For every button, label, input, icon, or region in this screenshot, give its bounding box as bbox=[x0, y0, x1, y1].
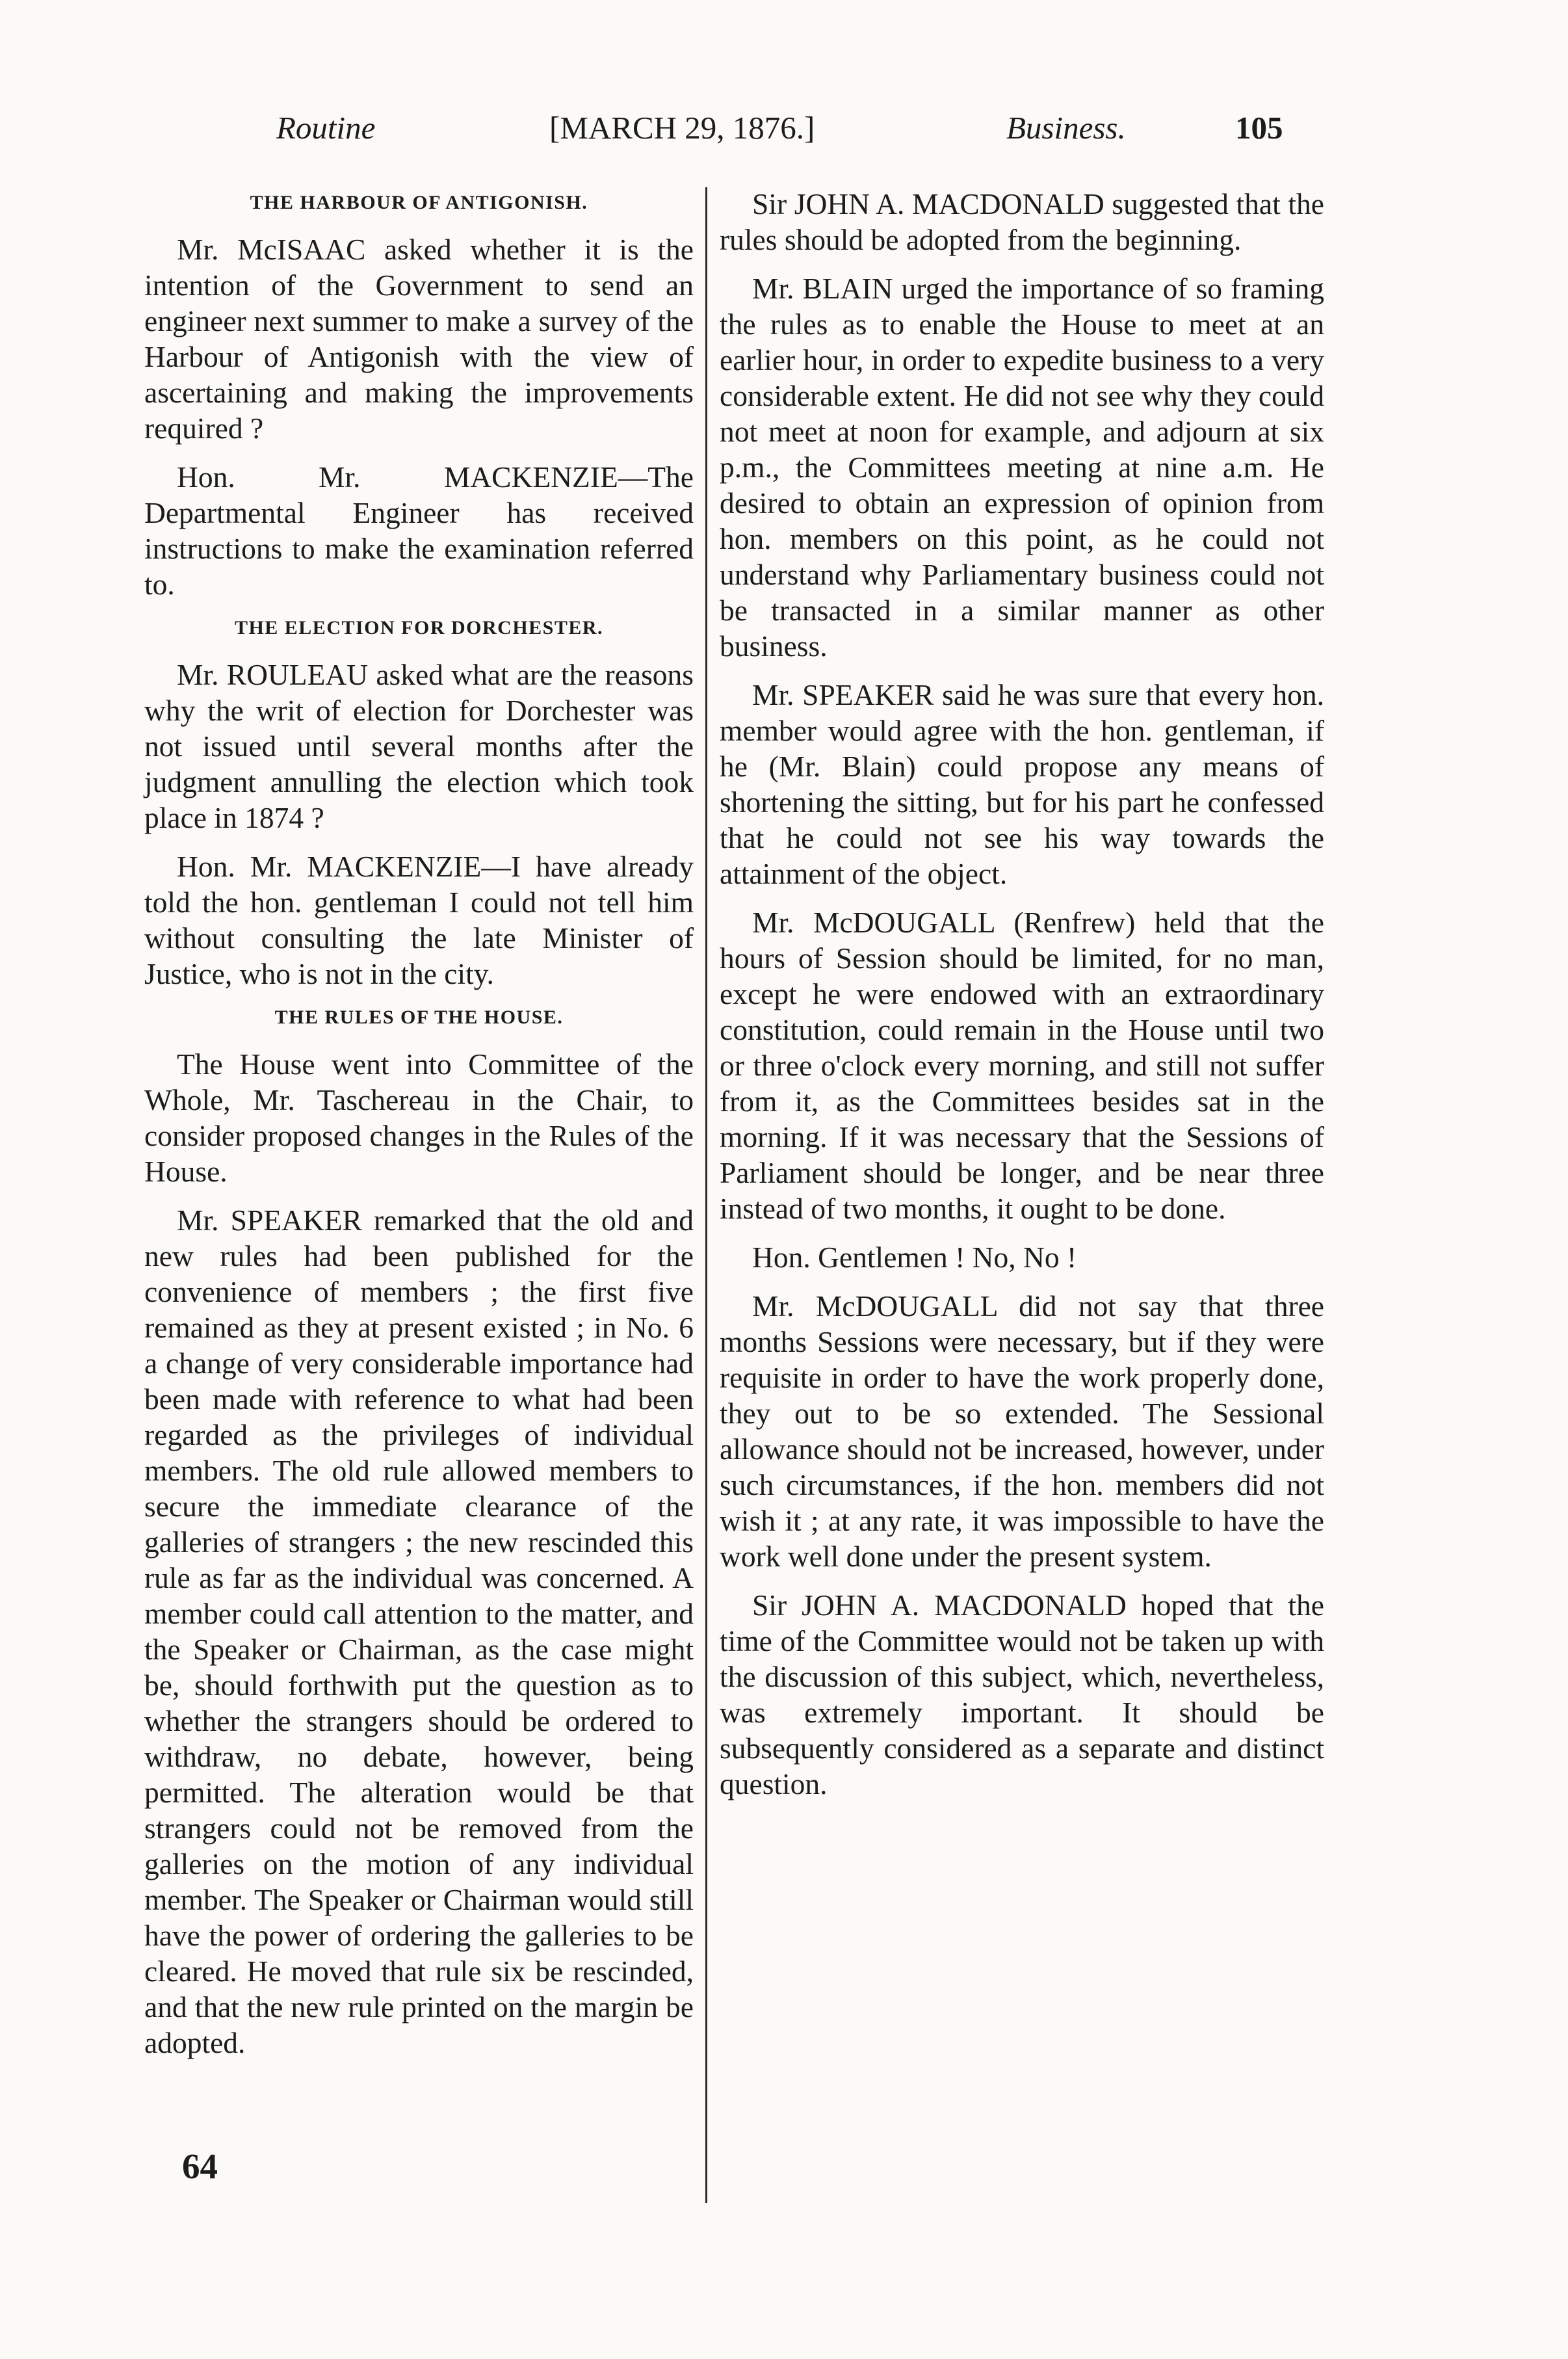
column-divider bbox=[705, 187, 707, 2203]
paragraph: Sir JOHN A. MACDONALD suggested that the rules should be adopted from the beginning. bbox=[720, 187, 1324, 256]
paragraph: Mr. SPEAKER remarked that the old and new rules had been published for the convenience of members ; the first five remained as they at present existed ; in No. 6 a change of very considerable importance had been made with reference to what had been regarded as the privileges of individual members. The old rule allowed members to secure the immediate clearance of the galleries of strangers ; the new rescinded this rule as far as the individual was concerned. A member could call attention to the matter, and the Speaker or Chairman, as the case might be, should forthwith put the question as to whether the strangers should be ordered to withdraw, no debate, however, being permitted. The alteration would be that strangers could not be removed from the galleries on the motion of any individual member. The Speaker or Chairman would still have the power of ordering the galleries to be cleared. He moved that rule six be rescinded, and that the new rule printed on the margin be adopted. bbox=[144, 1204, 694, 2059]
paragraph: Mr. McISAAC asked whether it is the intention of the Government to send an engineer next summer to make a survey of the Harbour of Antigonish with the view of ascertaining and making the improvements required ? bbox=[144, 233, 694, 445]
section-heading: THE ELECTION FOR DORCHESTER. bbox=[234, 617, 604, 639]
page-number: 105 bbox=[1235, 110, 1283, 146]
header-date: [MARCH 29, 1876.] bbox=[549, 110, 815, 146]
header-right: Business. bbox=[1006, 110, 1126, 146]
paragraph: Mr. BLAIN urged the importance of so framing the rules as to enable the House to meet at an earlier hour, in order to expedite business to a very considerable extent. He did not see why they could not meet at noon for example, and adjourn at six p.m., the Committees meeting at nine a.m. He desired to obtain an expression of opinion from hon. members on this point, as he could not understand why Parliamentary business could not be transacted in a similar manner as other business. bbox=[720, 272, 1324, 663]
paragraph: Hon. Mr. MACKENZIE—I have already told the hon. gentleman I could not tell him without consulting the late Minister of Justice, who is not in the city. bbox=[144, 850, 694, 990]
running-header bbox=[0, 109, 1568, 155]
paragraph: Mr. SPEAKER said he was sure that every hon. member would agree with the hon. gentleman, if he (Mr. Blain) could propose any means of shortening the sitting, but for his part he confessed that he could not see his way towards the attainment of the object. bbox=[720, 678, 1324, 890]
left-column bbox=[144, 181, 694, 2074]
paragraph: Mr. McDOUGALL did not say that three months Sessions were necessary, but if they were requisite in order to have the work properly done, they out to be so extended. The Sessional allowance should not be increased, however, under such circumstances, if the hon. members did not wish it ; at any rate, it was impossible to have the work well done under the present system. bbox=[720, 1289, 1324, 1573]
paragraph: The House went into Committee of the Whole, Mr. Taschereau in the Chair, to consider proposed changes in the Rules of the House. bbox=[144, 1048, 694, 1188]
signature-mark: 64 bbox=[182, 2146, 218, 2186]
right-column bbox=[720, 181, 1324, 1815]
section-heading: THE RULES OF THE HOUSE. bbox=[274, 1007, 564, 1028]
paragraph: Hon. Mr. MACKENZIE—The Departmental Engineer has received instructions to make the examination referred to. bbox=[144, 460, 694, 601]
paragraph: Mr. McDOUGALL (Renfrew) held that the hours of Session should be limited, for no man, except he were endowed with an extraordinary constitution, could remain in the House until two or three o'clock every morning, and still not suffer from it, as the Committees besides sat in the morning. If it was necessary that the Sessions of Parliament should be longer, and be near three instead of two months, it ought to be done. bbox=[720, 906, 1324, 1225]
paragraph: Sir JOHN A. MACDONALD hoped that the time of the Committee would not be taken up with the discussion of this subject, which, nevertheless, was extremely important. It should be subsequently considered as a separate and distinct question. bbox=[720, 1588, 1324, 1800]
header-left: Routine bbox=[276, 110, 376, 146]
section-heading: THE HARBOUR OF ANTIGONISH. bbox=[250, 192, 588, 213]
paragraph: Mr. ROULEAU asked what are the reasons why the writ of election for Dorchester was not issued until several months after the judgment annulling the election which took place in 1874 ? bbox=[144, 658, 694, 834]
paragraph: Hon. Gentlemen ! No, No ! bbox=[752, 1241, 1077, 1274]
